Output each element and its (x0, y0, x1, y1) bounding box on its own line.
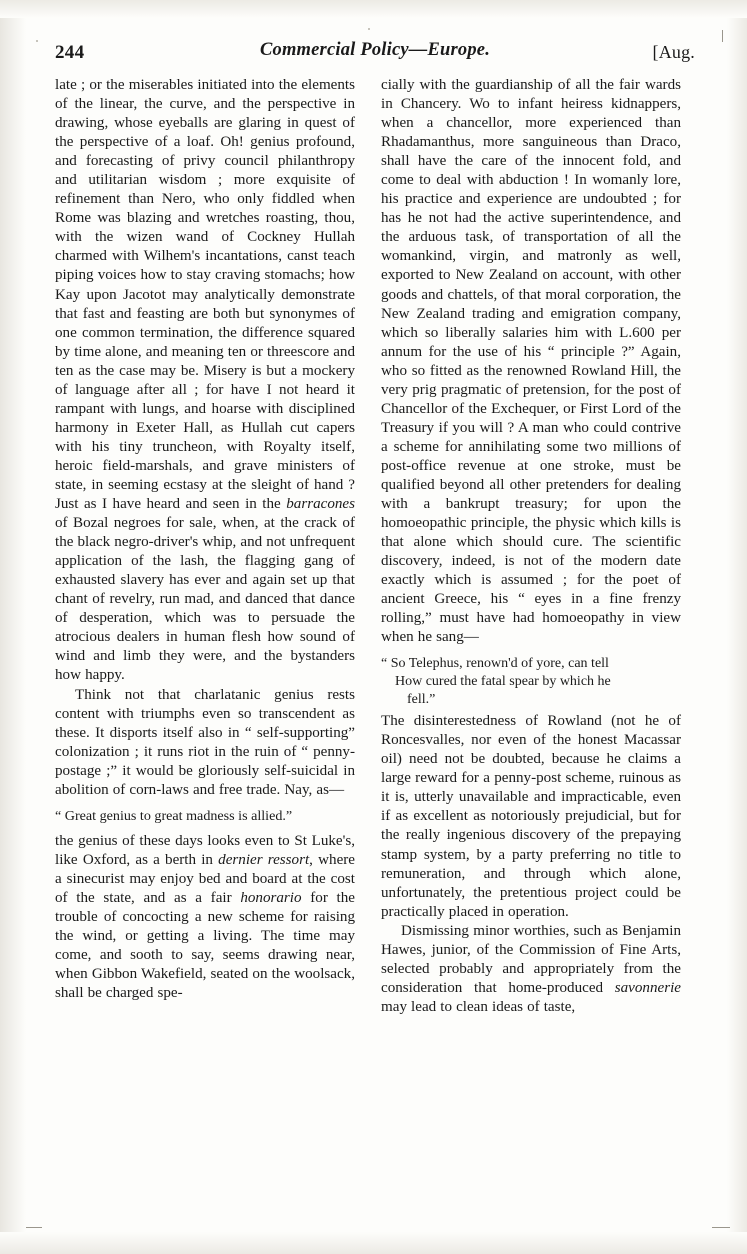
page-edge-right (727, 0, 747, 1254)
verse-quote (381, 655, 681, 708)
two-column-body (55, 76, 695, 1017)
page-edge-top (0, 0, 747, 18)
paragraph: late ; or the miserables initiated into the elements of the linear, the curve, and the perspective in drawing, whose eyeballs are glaring in quest of the perspective of a loaf. Oh! genius profound, and forecasting of privy council philanthropy and utilitarian wisdom ; more exquisite of refinement than Nero, who only fiddled when Rome was blazing and wretches roasting, thou, with the wizen wand of Cockney Hullah charmed with Wilhem's incantations, canst teach piping voices how to stay craving stomachs; how Kay upon Jacotot may analytically demonstrate that fast and feasting are both but synonymes of one common termination, the difference squared by time alone, and meaning ten or threescore and ten as the case may be. Misery is but a mockery of language after all ; for have I not heard it rampant with lungs, and hoarse with disciplined harmony in Exeter Hall, as Hullah cut capers with his tiny truncheon, with Royalty itself, heroic field-marshals, and grave ministers of state, in seeming ecstasy at the sleight of hand ? Just as I have heard and seen in the barracones of Bozal negroes for sale, when, at the crack of the black negro-driver's whip, and not unfrequent application of the lash, the flagging gang of exhausted slavery has ever and again set up that chant of revelry, run mad, and danced that dance of desperation, which was to persuade the atrocious dealers in human flesh how sound of wind and limb they were, and the bystanders how happy. (55, 77, 356, 684)
verse-line: How cured the fatal spear by which he (395, 674, 611, 689)
verse-line: fell.” (407, 691, 436, 707)
paragraph: cially with the guardianship of all the fair wards in Chancery. Wo to infant heiress kidnappers, when a chancellor, more experienced than Rhadamanthus, more sanguineous than Draco, shall have the care of the innocent fold, and come to deal with abduction ! In womanly lore, his practice and experience are undoubted ; for has he not had the active superintendence, and the arduous task, of transportation of all the womankind, virgin, and matronly as well, exported to New Zealand on account, with other goods and chattels, of that moral corporation, the New Zealand trading and emigration company, which so liberally salaries him with L.600 per annum for the use of his “ principle ?” Again, who so fitted as the renowned Rowland Hill, the very prig pragmatic of pretension, for the post of Chancellor of the Exchequer, or First Lord of the Treasury if you will ? A man who could contrive a scheme for annihilating some two millions of post-office revenue at one stroke, must be qualified beyond all other pretenders for dealing with a bankrupt treasury; for upon the homoeopathic principle, the physic which kills is that alone which should cure. The scientific discovery, indeed, is not of the modern date exactly which is assumed ; for the poet of ancient Greece, his “ eyes in a fine frenzy rolling,” must have had homoeopathy in view when he sang— (381, 77, 681, 646)
paragraph: the genius of these days looks even to St Luke's, like Oxford, as a berth in dernier ressort, where a sinecurist may enjoy bed and board at the cost of the state, and as a fair honorario for the trouble of concocting a new scheme for raising the wind, or getting a living. The time may come, and sooth to say, seems drawing near, when Gibbon Wakefield, seated on the woolsack, shall be charged spe- (55, 832, 355, 1002)
issue-marker: [Aug. (652, 42, 695, 62)
scan-tick (722, 30, 723, 42)
page-header (55, 38, 695, 68)
paragraph: The disinterestedness of Rowland (not he of Roncesvalles, nor even of the honest Macassar oil) need not be doubted, because he claims a large reward for a penny-post scheme, ruinous as it is, utterly unavailable and impracticable, even if as excellent as notoriously prejudicial, but for the really ingenious discovery of the prepaying stamp system, by a party preferring no title to remuneration, and through which alone, unfortunately, the pretentious project could be practically placed in operation. (381, 713, 681, 920)
folio-number: 244 (55, 42, 85, 63)
paragraph: Think not that charlatanic genius rests content with triumphs even so transcendent as these. It disports itself also in “ self-supporting” colonization ; it runs riot in the ruin of “ penny-postage ;” it would be gloriously self-suicidal in abolition of corn-laws and free trade. Nay, as— (55, 686, 355, 798)
block-quote: “ Great genius to great madness is allied.” (55, 807, 293, 824)
running-title: Commercial Policy—Europe. (259, 40, 491, 60)
paragraph: Dismissing minor worthies, such as Benjamin Hawes, junior, of the Commission of Fine Arts, selected probably and appropriately from the consideration that home-produced savonnerie may lead to clean ideas of taste, (381, 922, 681, 1015)
right-column (381, 76, 681, 1017)
scan-speck (368, 28, 370, 30)
scan-tick (712, 1227, 730, 1228)
page-content (55, 38, 695, 1218)
left-column (55, 76, 355, 1017)
page-edge-bottom (0, 1232, 747, 1254)
scan-tick (26, 1227, 42, 1228)
scan-speck (36, 40, 38, 42)
verse-line: “ So Telephus, renown'd of yore, can tell (381, 656, 609, 672)
page-edge-left (0, 0, 26, 1254)
